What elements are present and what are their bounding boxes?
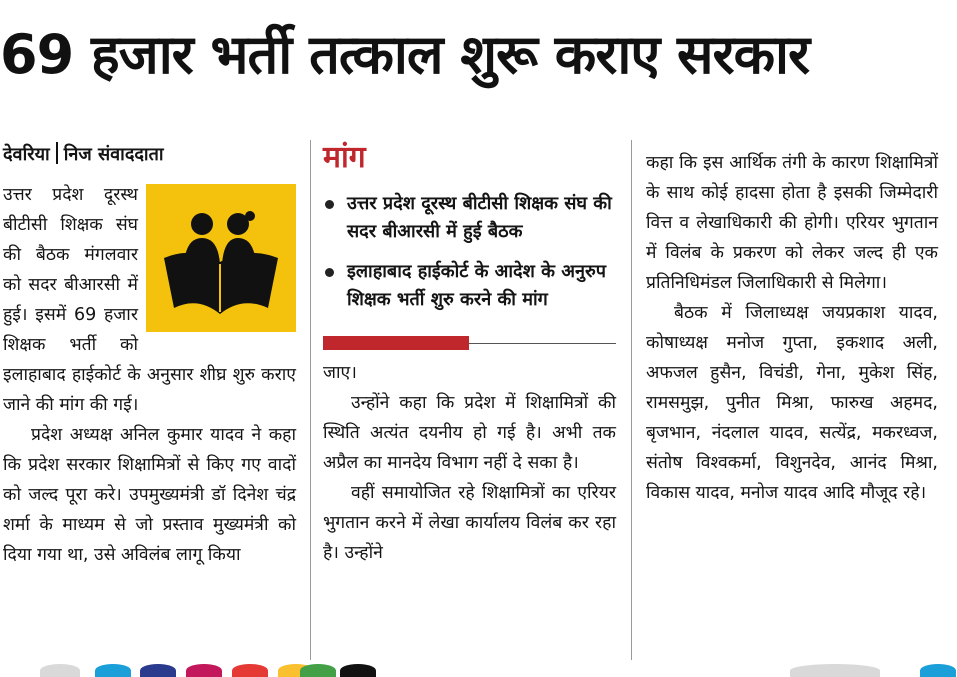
section-rule (323, 336, 616, 350)
bullet-icon (325, 200, 334, 209)
book-illustration (146, 184, 296, 332)
dateline-place: देवरिया (3, 144, 50, 165)
demand-item (323, 190, 616, 246)
bullet-icon (325, 268, 334, 277)
paragraph: जाए। (323, 363, 357, 383)
paragraph: उन्होंने कहा कि प्रदेश में शिक्षामित्रों की स्थिति अत्यंत दयनीय हो गई है। अभी तक अप्रैल का मानदेय विभाग नहीं दे सका है। (323, 393, 616, 473)
column-divider (310, 140, 311, 660)
byline-separator (56, 142, 58, 164)
lead-paragraph: उत्तर प्रदेश दूरस्थ बीटीसी शिक्षक संघ की बैठक मंगलवार को सदर बीआरसी में हुई। इसमें 69 हजार शिक्षक भर्ती को इलाहाबाद हाईकोर्ट के अनुसार शीघ्र शुरु कराए जाने की मांग की गई। (3, 185, 296, 415)
demand-text: उत्तर प्रदेश दूरस्थ बीटीसी शिक्षक संघ की सदर बीआरसी में हुई बैठक (347, 193, 612, 242)
article-column-2 (323, 140, 616, 568)
article-column-1 (3, 140, 296, 570)
sidebar-title: मांग (323, 140, 366, 175)
children-reading-book-icon (146, 184, 296, 332)
headline: 69 हजार भर्ती तत्काल शुरू कराए सरकार (0, 23, 810, 86)
demands-list (323, 190, 616, 314)
column-divider (631, 140, 632, 660)
paragraph: प्रदेश अध्यक्ष अनिल कुमार यादव ने कहा कि प्रदेश सरकार शिक्षामित्रों से किए गए वादों को जल्द पूरा करे। उपमुख्यमंत्री डॉ दिनेश चंद्र शर्मा के माध्यम से जो प्रस्ताव मुख्यमंत्री को दिया गया था, उसे अविलंब लागू किया (3, 425, 296, 565)
article-column-3 (646, 148, 938, 508)
paragraph: बैठक में जिलाध्यक्ष जयप्रकाश यादव, कोषाध्यक्ष मनोज गुप्ता, इकशाद अली, अफजल हुसैन, विचंडी, गेना, मुकेश सिंह, रामसमुझ, पुनीत मिश्रा, फारुख अहमद, बृजभान, नंदलाल यादव, सत्येंद्र, मकरध्वज, संतोष विश्वकर्मा, विशुनदेव, आनंद मिश्रा, विकास यादव, मनोज यादव आदि मौजूद रहे। (646, 303, 938, 503)
byline (3, 140, 296, 170)
color-registration-strip (0, 664, 957, 677)
demand-item (323, 258, 616, 314)
accent-bar (323, 336, 469, 350)
rule-line (469, 343, 616, 344)
demand-text: इलाहाबाद हाईकोर्ट के आदेश के अनुरुप शिक्षक भर्ती शुरु करने की मांग (347, 261, 606, 310)
paragraph: कहा कि इस आर्थिक तंगी के कारण शिक्षामित्रों के साथ कोई हादसा होता है इसकी जिम्मेदारी वित्त व लेखाधिकारी की होगी। एरियर भुगतान में विलंब के प्रकरण को लेकर जल्द ही एक प्रतिनिधिमंडल जिलाधिकारी से मिलेगा। (646, 153, 938, 293)
reporter-name: निज संवाददाता (63, 144, 164, 165)
paragraph: वहीं समायोजित रहे शिक्षामित्रों का एरियर भुगतान करने में लेखा कार्यालय विलंब कर रहा है। उन्होंने (323, 483, 616, 563)
